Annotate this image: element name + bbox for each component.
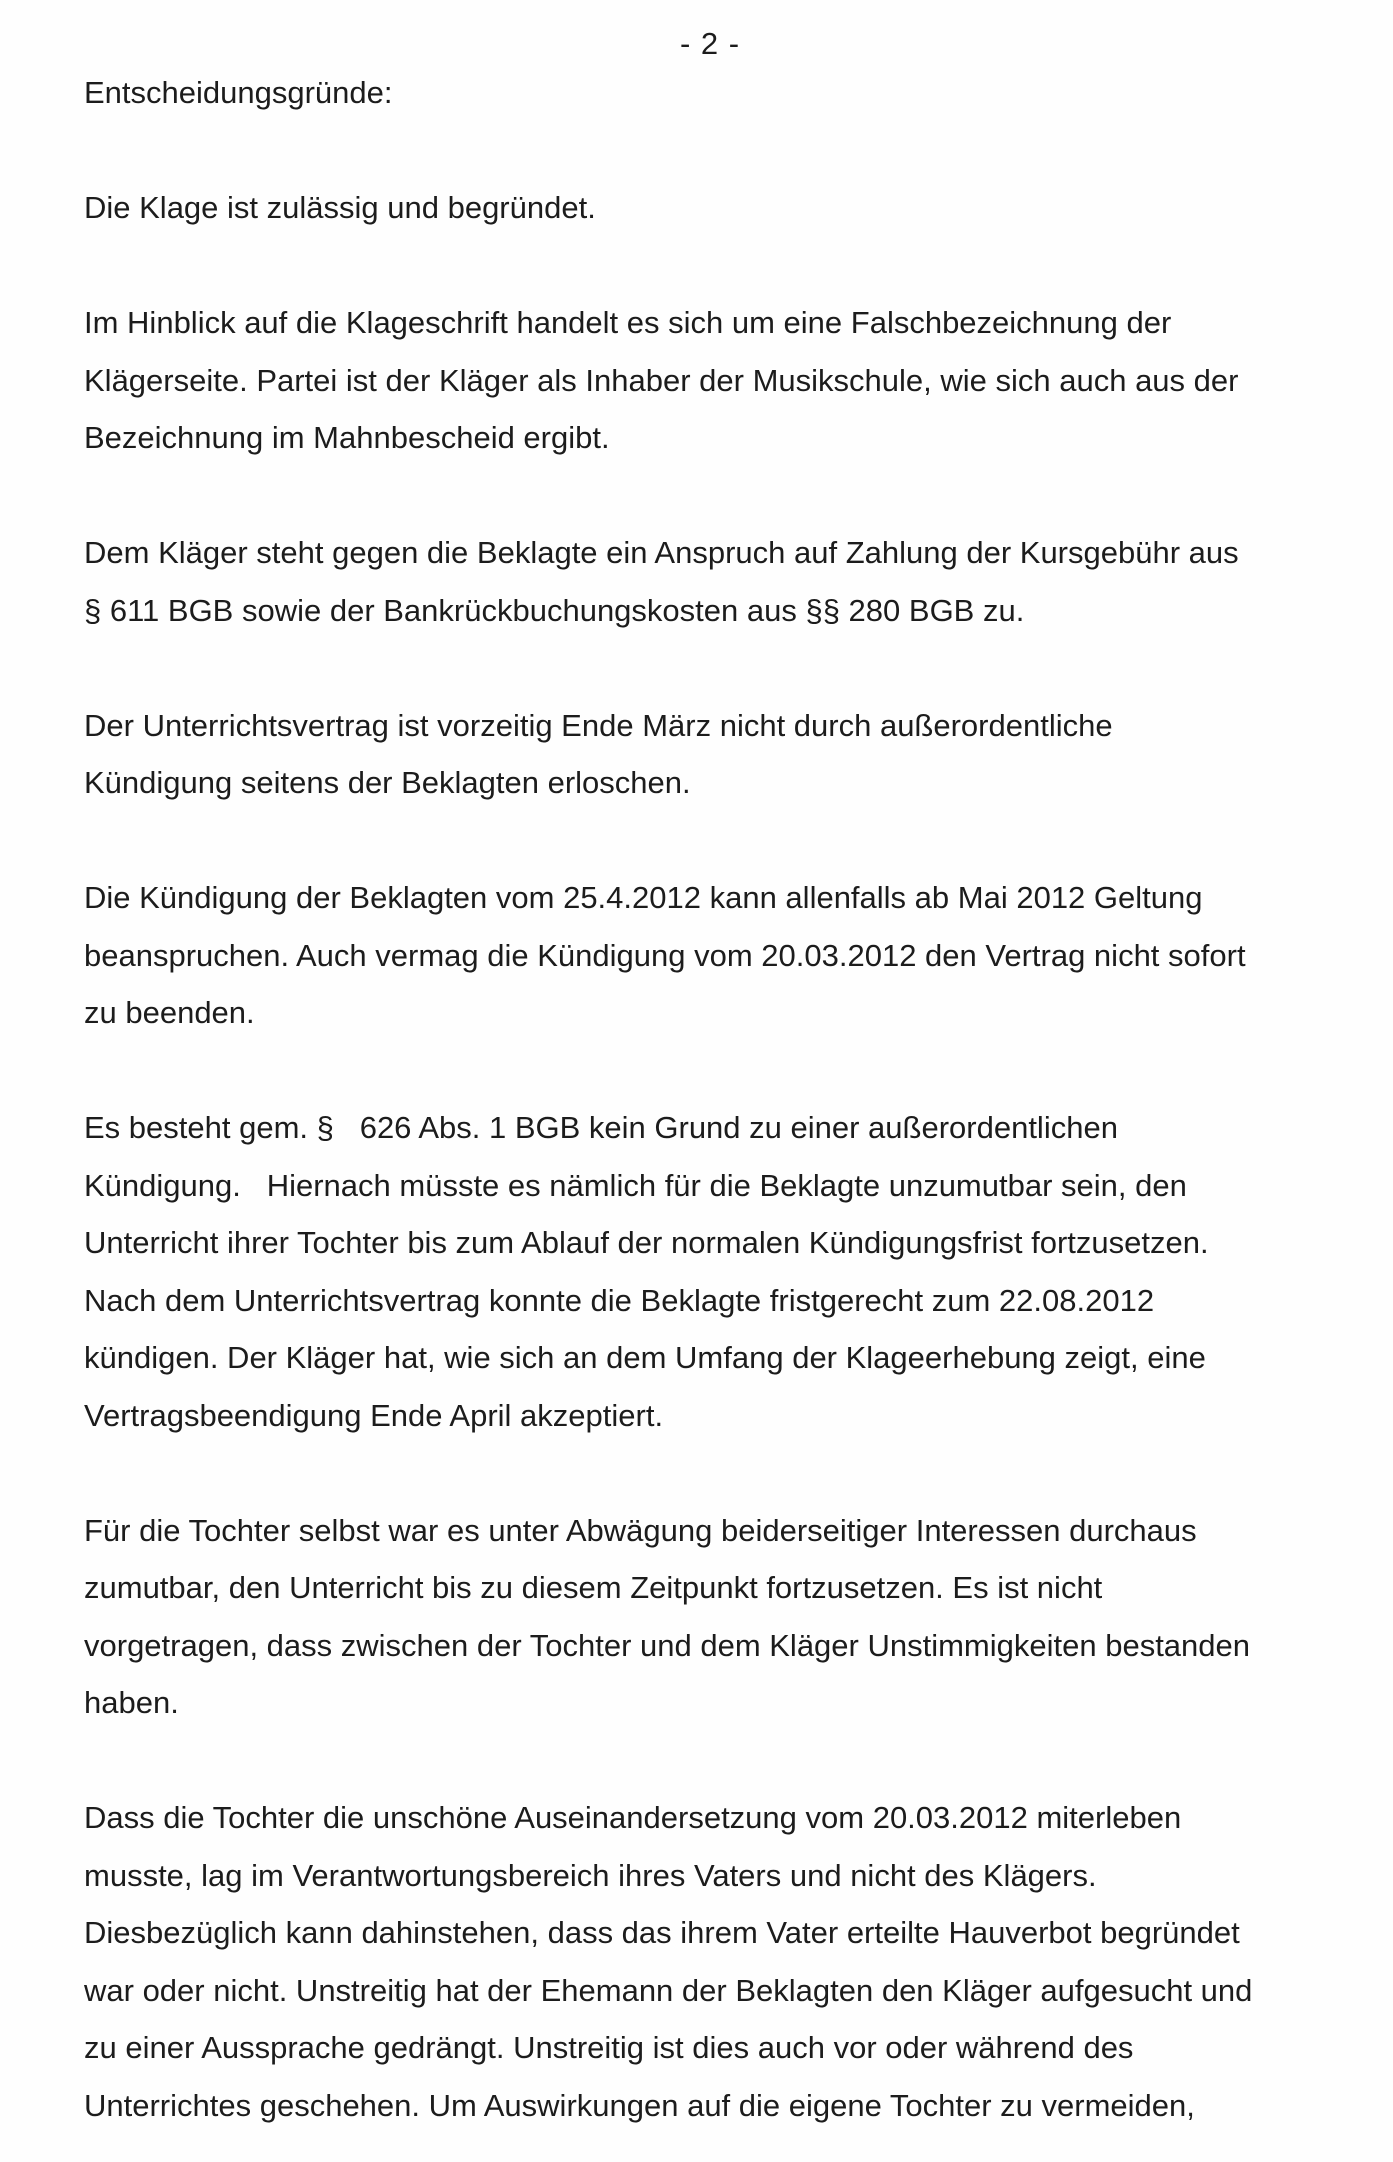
text-line: Dem Kläger steht gegen die Beklagte ein Anspruch auf Zahlung der Kursgebühr aus <box>84 535 1239 570</box>
text-line: Vertragsbeendigung Ende April akzeptiert. <box>84 1397 664 1433</box>
text-line: Im Hinblick auf die Klageschrift handelt es sich um eine Falschbezeichnung der <box>84 305 1172 340</box>
text-line: zu einer Aussprache gedrängt. Unstreitig ist dies auch vor oder während des <box>84 2030 1134 2065</box>
text-line: Die Kündigung der Beklagten vom 25.4.2012 kann allenfalls ab Mai 2012 Geltung <box>84 880 1203 915</box>
text-line: Unterrichtes geschehen. Um Auswirkungen auf die eigene Tochter zu vermeiden, <box>84 2087 1195 2123</box>
text-line: Nach dem Unterrichtsvertrag konnte die Beklagte fristgerecht zum 22.08.2012 <box>84 1282 1155 1318</box>
paragraph <box>84 1502 1344 1732</box>
text-line: Dass die Tochter die unschöne Auseinandersetzung vom 20.03.2012 miterleben <box>84 1800 1182 1835</box>
text-line: Die Klage ist zulässig und begründet. <box>84 190 596 225</box>
text-line: zu beenden. <box>84 995 255 1030</box>
paragraph <box>84 179 1344 237</box>
text-line: Klägerseite. Partei ist der Kläger als Inhaber der Musikschule, wie sich auch aus der <box>84 362 1239 398</box>
text-line: Bezeichnung im Mahnbescheid ergibt. <box>84 420 610 455</box>
paragraph <box>84 697 1344 812</box>
paragraph-container <box>84 179 1344 2134</box>
text-line: haben. <box>84 1685 179 1720</box>
paragraph <box>84 524 1344 639</box>
text-line: kündigen. Der Kläger hat, wie sich an dem Umfang der Klageerhebung zeigt, eine <box>84 1340 1206 1375</box>
text-line: § 611 BGB sowie der Bankrückbuchungskosten aus §§ 280 BGB zu. <box>84 592 1025 628</box>
section-heading: Entscheidungsgründe: <box>84 75 393 110</box>
text-line: Unterricht ihrer Tochter bis zum Ablauf der normalen Kündigungsfrist fortzusetzen. <box>84 1225 1209 1260</box>
paragraph <box>84 1789 1344 2134</box>
text-line: war oder nicht. Unstreitig hat der Ehemann der Beklagten den Kläger aufgesucht und <box>84 1972 1253 2008</box>
paragraph <box>84 869 1344 1042</box>
document-body <box>84 64 1344 2134</box>
paragraph <box>84 294 1344 467</box>
text-line: zumutbar, den Unterricht bis zu diesem Zeitpunkt fortzusetzen. Es ist nicht <box>84 1570 1103 1605</box>
text-line: Kündigung. Hiernach müsste es nämlich für die Beklagte unzumutbar sein, den <box>84 1167 1187 1203</box>
text-line: Kündigung seitens der Beklagten erloschen. <box>84 765 691 800</box>
paragraph <box>84 1099 1344 1444</box>
page-number: - 2 - <box>680 26 741 61</box>
text-line: Diesbezüglich kann dahinstehen, dass das ihrem Vater erteilte Hauverbot begründet <box>84 1915 1240 1950</box>
text-line: Es besteht gem. § 626 Abs. 1 BGB kein Grund zu einer außerordentlichen <box>84 1110 1118 1145</box>
text-line: Der Unterrichtsvertrag ist vorzeitig Ende März nicht durch außerordentliche <box>84 707 1113 743</box>
text-line: beanspruchen. Auch vermag die Kündigung vom 20.03.2012 den Vertrag nicht sofort <box>84 937 1246 973</box>
text-line: vorgetragen, dass zwischen der Tochter und dem Kläger Unstimmigkeiten bestanden <box>84 1627 1251 1663</box>
text-line: musste, lag im Verantwortungsbereich ihres Vaters und nicht des Klägers. <box>84 1857 1097 1893</box>
text-line: Für die Tochter selbst war es unter Abwägung beiderseitiger Interessen durchaus <box>84 1512 1197 1548</box>
